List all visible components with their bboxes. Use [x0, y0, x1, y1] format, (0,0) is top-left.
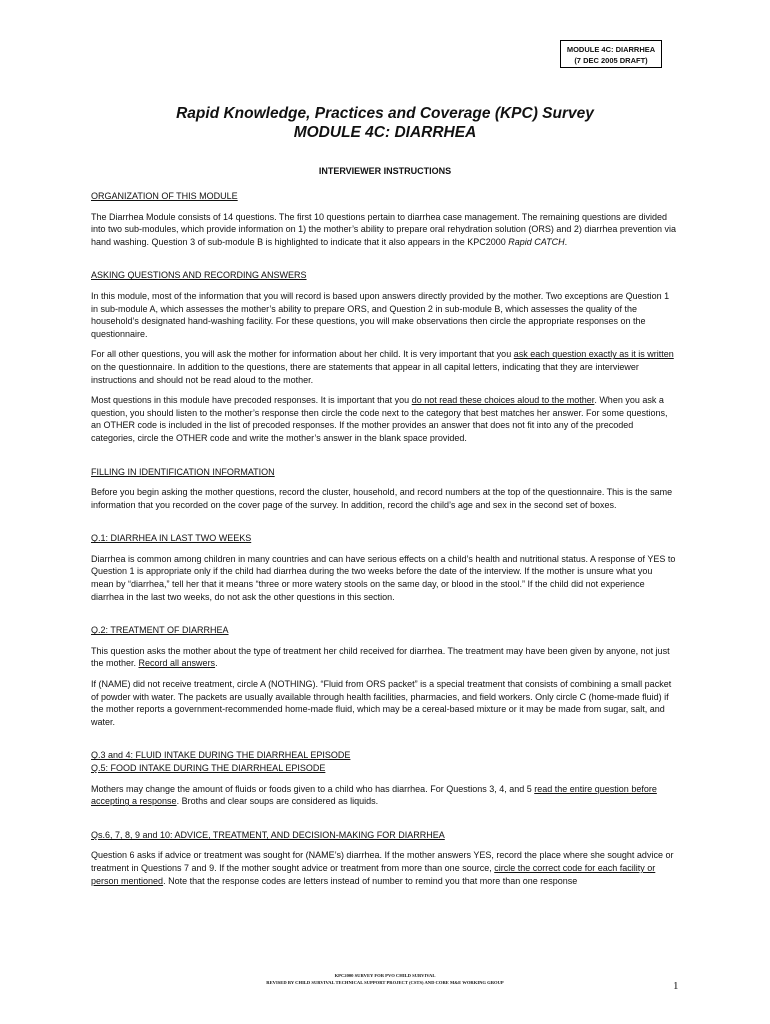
underlined-text: circle the correct code for each facility or person mentioned — [91, 862, 656, 886]
section-q6-q10 — [91, 829, 677, 887]
text-run: . Broths and clear soups are considered as liquids. — [176, 796, 379, 807]
section-q2 — [91, 624, 677, 728]
section-asking-questions — [91, 269, 677, 444]
section-heading: ASKING QUESTIONS AND RECORDING ANSWERS — [91, 270, 307, 281]
text-run: Mothers may change the amount of fluids or foods given to a child who has diarrhea. For Questions 3, 4, and 5 — [91, 783, 535, 794]
text-run: Question 6 asks if advice or treatment was sought for (NAME’s) diarrhea. If the mother answers YES, record the place where she sought advice or treatment in Questions 7 and 9. If the mother sought advice or treatment from more than one source, — [91, 850, 674, 873]
module-label: MODULE 4C: DIARRHEA — [566, 45, 656, 54]
text-run: on the questionnaire. In addition to the questions, there are statements that appear in all capital letters, indicating that they are interviewer instructions and should not be read aloud to the mother. — [91, 361, 639, 385]
underlined-text: ask each question exactly as it is written — [513, 349, 674, 360]
section-organization — [91, 190, 677, 248]
text-run: Most questions in this module have precoded responses. It is important that you — [91, 395, 412, 406]
text-run: This question asks the mother about the type of treatment her child received for diarrhea. The treatment may have been given by anyone, not just the mother. — [91, 645, 670, 669]
paragraph: Diarrhea is common among children in many countries and can have serious effects on a child’s health and nutritional status. A response of YES to Question 1 is appropriate only if the child had diarrhea during the two weeks before the date of the interview. If the mother is unsure what you mean by “diarrhea,” tell her that it means “three or more watery stools on the same day, or blood in the stool.” If the child did not experience diarrhea in the last two weeks, do not ask the other questions in this section. — [91, 553, 676, 602]
section-heading: Q.5: FOOD INTAKE DURING THE DIARRHEAL EPISODE — [91, 763, 326, 773]
underlined-text: do not read these choices aloud to the mother — [411, 395, 595, 406]
document-title: Rapid Knowledge, Practices and Coverage (KPC) Survey — [176, 105, 594, 122]
text-run: . Note that the response codes are letters instead of number to remind you that more than one response — [163, 875, 578, 886]
text-run: . When you ask a question, you should listen to the mother’s response then circle the code next to the category that best matches her answer. For some questions, an OTHER code is included in the list of precoded responses. If the mother provides an answer that does not fit into any of the precoded categories, circle the OTHER code and write the mother’s answer in the blank space provided. — [91, 395, 668, 443]
paragraph: Before you begin asking the mother questions, record the cluster, household, and record numbers at the top of the questionnaire. This is the same information that you recorded on the cover page of the survey. In addition, record the child’s age and sex in the second set of boxes. — [91, 487, 673, 510]
page-footer — [0, 972, 770, 986]
text-run: . — [564, 236, 568, 247]
text-run: . — [215, 658, 218, 669]
module-label-box — [560, 40, 662, 68]
paragraph — [91, 783, 677, 808]
paragraph: In this module, most of the information that you will record is based upon answers directly provided by the mother. Two exceptions are Question 1 in sub-module A, which assesses the mother’s ability to prepare ORS, and Question 2 in sub-module B, which assesses the quality of the household’s designated hand-washing facility. For these questions, you will make observations then circle the appropriate responses on the questionnaire. — [91, 290, 670, 339]
section-identification — [91, 466, 677, 512]
section-heading: Qs.6, 7, 8, 9 and 10: ADVICE, TREATMENT, AND DECISION-MAKING FOR DIARRHEA — [91, 829, 445, 840]
section-heading: ORGANIZATION OF THIS MODULE — [91, 191, 238, 201]
underlined-text: Record all answers — [138, 658, 216, 669]
section-q3-q5 — [91, 749, 677, 807]
draft-date-label: (7 DEC 2005 DRAFT) — [574, 56, 648, 65]
paragraph: If (NAME) did not receive treatment, circle A (NOTHING). “Fluid from ORS packet” is a special treatment that consists of combining a small packet of powder with water. The packets are usually available through health facilities, pharmacies, and field workers. Only circle C (home-made fluid) if the mother reports a government-recommended home-made fluid, which may be a cereal-based mixture or it may be made from sugar, salt, and water. — [91, 679, 672, 727]
section-heading: Q.2: TREATMENT OF DIARRHEA — [91, 625, 229, 636]
document-body — [91, 190, 677, 908]
footer-line: KPC2000 SURVEY FOR PVO CHILD SURVIVAL — [334, 973, 436, 978]
paragraph — [91, 394, 677, 444]
section-heading: Q.1: DIARRHEA IN LAST TWO WEEKS — [91, 533, 252, 544]
underlined-text: read the entire question before accepting a response — [91, 783, 657, 807]
section-q1 — [91, 532, 677, 603]
section-heading: Q.3 and 4: FLUID INTAKE DURING THE DIARRHEAL EPISODE — [91, 750, 351, 761]
interviewer-instructions-heading: INTERVIEWER INSTRUCTIONS — [318, 166, 452, 176]
text-run: For all other questions, you will ask the mother for information about her child. It is very important that you — [91, 349, 514, 360]
paragraph — [91, 849, 677, 887]
module-title: MODULE 4C: DIARRHEA — [293, 124, 477, 141]
paragraph — [91, 211, 677, 249]
footer-line: REVISED BY CHILD SURVIVAL TECHNICAL SUPPORT PROJECT (CSTS) AND CORE M&E WORKING GROUP — [266, 980, 504, 985]
text-run: The Diarrhea Module consists of 14 questions. The first 10 questions pertain to diarrhea case management. The remaining questions are divided into two sub-modules, which provide information on 1) the mother’s ability to prepare oral rehydration solution (ORS) and 2) diarrhea prevention via hand washing. Question 3 of sub-module B is highlighted to indicate that it also appears in the KPC2000 — [91, 211, 676, 247]
paragraph — [91, 645, 677, 670]
paragraph — [91, 348, 677, 386]
page-number: 1 — [673, 980, 679, 992]
italic-text: Rapid CATCH — [508, 236, 565, 247]
section-heading: FILLING IN IDENTIFICATION INFORMATION — [91, 466, 275, 477]
